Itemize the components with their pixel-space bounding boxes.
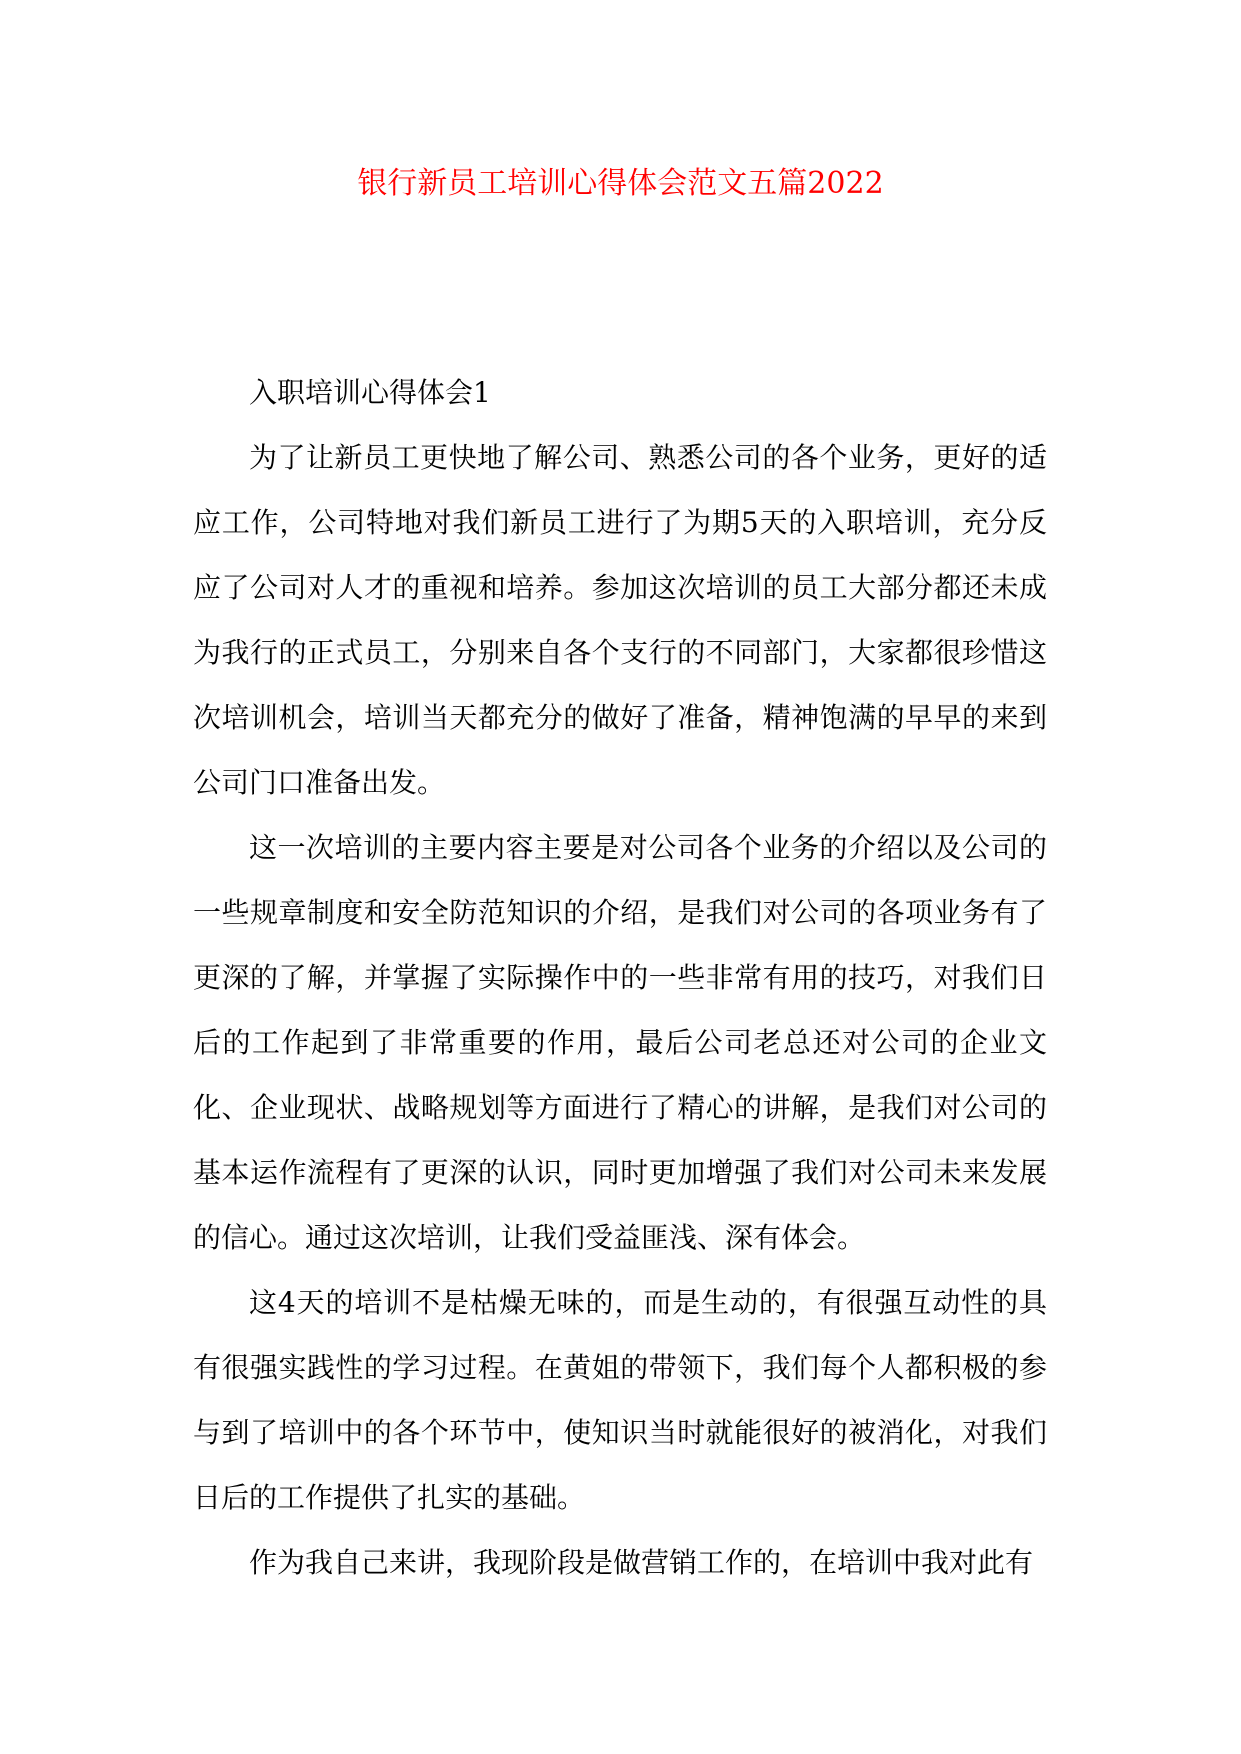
- section-heading: 入职培训心得体会1: [249, 376, 491, 409]
- document-title: 银行新员工培训心得体会范文五篇2022: [357, 166, 884, 201]
- paragraph: 这4天的培训不是枯燥无味的，而是生动的，有很强互动性的具有很强实践性的学习过程。在黄姐的带领下，我们每个人都积极的参与到了培训中的各个环节中，使知识当时就能很好的被消化，对我们日后的工作提供了扎实的基础。: [193, 1286, 1047, 1514]
- paragraph: 为了让新员工更快地了解公司、熟悉公司的各个业务，更好的适应工作，公司特地对我们新员工进行了为期5天的入职培训，充分反应了公司对人才的重视和培养。参加这次培训的员工大部分都还未成为我行的正式员工，分别来自各个支行的不同部门，大家都很珍惜这次培训机会，培训当天都充分的做好了准备，精神饱满的早早的来到公司门口准备出发。: [193, 441, 1047, 799]
- paragraph: 作为我自己来讲，我现阶段是做营销工作的，在培训中我对此有: [249, 1546, 1034, 1579]
- paragraph: 这一次培训的主要内容主要是对公司各个业务的介绍以及公司的一些规章制度和安全防范知识的介绍，是我们对公司的各项业务有了更深的了解，并掌握了实际操作中的一些非常有用的技巧，对我们日后的工作起到了非常重要的作用，最后公司老总还对公司的企业文化、企业现状、战略规划等方面进行了精心的讲解，是我们对公司的基本运作流程有了更深的认识，同时更加增强了我们对公司未来发展的信心。通过这次培训，让我们受益匪浅、深有体会。: [193, 831, 1047, 1254]
- document-body: [193, 360, 1047, 1595]
